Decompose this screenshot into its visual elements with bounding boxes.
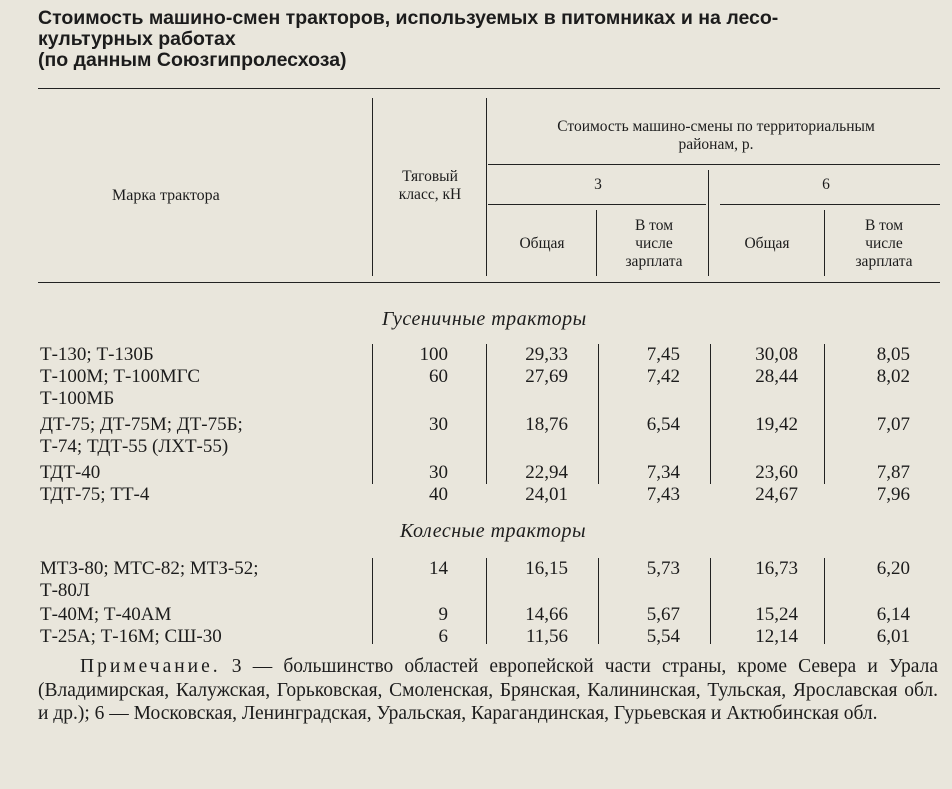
row-salary-3: 6,54 [646, 414, 680, 435]
row-class: 6 [438, 626, 448, 647]
row-brand: МТЗ-80; МТС-82; МТЗ-52; [40, 558, 259, 579]
row-class: 30 [429, 414, 448, 435]
body-divider-4a [710, 344, 711, 484]
row-brand-cont: Т-100МБ [40, 388, 115, 409]
title-line-1: Стоимость машино-смен тракторов, используемых в питомниках и на лесо- [38, 7, 779, 29]
col-divider-4 [596, 210, 597, 276]
row-salary-3: 7,42 [646, 366, 680, 387]
row-class: 60 [429, 366, 448, 387]
row-salary-3: 5,73 [646, 558, 680, 579]
header-class-line-1: Тяговый [402, 168, 458, 185]
row-brand: ТДТ-75; ТТ-4 [40, 484, 150, 505]
section-title-tracked: Гусеничные тракторы [382, 308, 587, 330]
header-brand: Марка трактора [112, 187, 220, 204]
row-salary-6: 8,02 [876, 366, 910, 387]
row-brand: Т-130; Т-130Б [40, 344, 154, 365]
row-class: 40 [429, 484, 448, 505]
row-salary-3: 7,34 [646, 462, 680, 483]
row-brand: ДТ-75; ДТ-75М; ДТ-75Б; [40, 414, 243, 435]
row-total-3: 16,15 [525, 558, 568, 579]
row-total-3: 27,69 [525, 366, 568, 387]
row-salary-6: 8,05 [876, 344, 910, 365]
row-salary-3: 5,67 [646, 604, 680, 625]
header-cost-line-1: Стоимость машино-смены по территориальным [557, 118, 875, 135]
table-title [38, 8, 938, 71]
body-divider-3b [598, 558, 599, 644]
header-incl-3-line-2: числе [635, 235, 673, 252]
col-divider-1 [372, 98, 373, 276]
region-subheader-rule-6 [720, 204, 940, 205]
header-incl-6-line-1: В том [864, 217, 904, 234]
note-label: Примечание. [80, 656, 221, 677]
row-total-6: 30,08 [755, 344, 798, 365]
row-salary-6: 6,01 [876, 626, 910, 647]
body-divider-4b [710, 558, 711, 644]
body-divider-2b [486, 558, 487, 644]
row-class: 14 [429, 558, 448, 579]
row-salary-3: 7,43 [646, 484, 680, 505]
row-salary-6: 6,20 [876, 558, 910, 579]
body-divider-5a [824, 344, 825, 484]
header-class-line-2: класс, кН [398, 186, 462, 203]
header-region-6: 6 [822, 176, 830, 193]
row-total-6: 19,42 [755, 414, 798, 435]
row-salary-6: 7,96 [876, 484, 910, 505]
row-class: 30 [429, 462, 448, 483]
note-text: 3 — большинство областей европейской части страны, кроме Севера и Урала (Владимирская, Калужская, Горьковская, Смоленская, Брянская, Калининская, Тульская, Ярославская обл. и др.); 6 — Московская, Ленинградская, Уральская, Карагандинская, Гурьевская и Актюбинская обл. [38, 656, 938, 724]
row-salary-3: 5,54 [646, 626, 680, 647]
body-divider-1b [372, 558, 373, 644]
header-class [376, 168, 484, 204]
row-brand: Т-100М; Т-100МГС [40, 366, 201, 387]
row-total-3: 22,94 [525, 462, 568, 483]
row-salary-6: 6,14 [876, 604, 910, 625]
cost-subheader-rule [488, 164, 940, 165]
table-top-rule [38, 88, 940, 89]
body-divider-5b [824, 558, 825, 644]
row-total-6: 12,14 [755, 626, 798, 647]
header-total-6: Общая [744, 235, 790, 252]
header-incl-3-line-1: В том [634, 217, 674, 234]
row-total-6: 15,24 [755, 604, 798, 625]
row-brand-cont: Т-74; ТДТ-55 (ЛХТ-55) [40, 436, 229, 457]
section-title-wheeled: Колесные тракторы [400, 520, 587, 542]
row-total-6: 24,67 [755, 484, 798, 505]
row-total-3: 29,33 [525, 344, 568, 365]
row-salary-6: 7,87 [876, 462, 910, 483]
row-total-3: 14,66 [525, 604, 568, 625]
row-brand: Т-40М; Т-40АМ [40, 604, 172, 625]
col-divider-2 [486, 98, 487, 276]
col-divider-5 [824, 210, 825, 276]
header-total-3: Общая [519, 235, 565, 252]
table-note [38, 655, 938, 726]
body-divider-3a [598, 344, 599, 484]
row-brand: Т-25А; Т-16М; СШ-30 [40, 626, 222, 647]
header-incl-6 [828, 217, 940, 271]
title-source: (по данным Союзгипролесхоза) [38, 49, 347, 71]
row-salary-6: 7,07 [876, 414, 910, 435]
row-total-6: 23,60 [755, 462, 798, 483]
row-class: 9 [438, 604, 448, 625]
header-incl-6-line-2: числе [865, 235, 903, 252]
row-total-6: 16,73 [755, 558, 798, 579]
header-cost-line-2: районам, р. [678, 136, 754, 153]
body-divider-2a [486, 344, 487, 484]
header-cost [490, 118, 942, 154]
header-incl-3-line-3: зарплата [625, 253, 683, 270]
header-region-3: 3 [594, 176, 602, 193]
row-salary-3: 7,45 [646, 344, 680, 365]
header-incl-3 [600, 217, 708, 271]
col-divider-3 [708, 170, 709, 276]
row-total-3: 24,01 [525, 484, 568, 505]
row-total-3: 11,56 [525, 626, 568, 647]
row-class: 100 [419, 344, 448, 365]
header-bottom-rule [38, 282, 940, 283]
region-subheader-rule-3 [488, 204, 706, 205]
body-divider-1a [372, 344, 373, 484]
row-brand: ТДТ-40 [40, 462, 101, 483]
header-incl-6-line-3: зарплата [855, 253, 913, 270]
row-total-3: 18,76 [525, 414, 568, 435]
row-total-6: 28,44 [755, 366, 798, 387]
title-line-2: культурных работах [38, 28, 236, 50]
row-brand-cont: Т-80Л [40, 580, 90, 601]
